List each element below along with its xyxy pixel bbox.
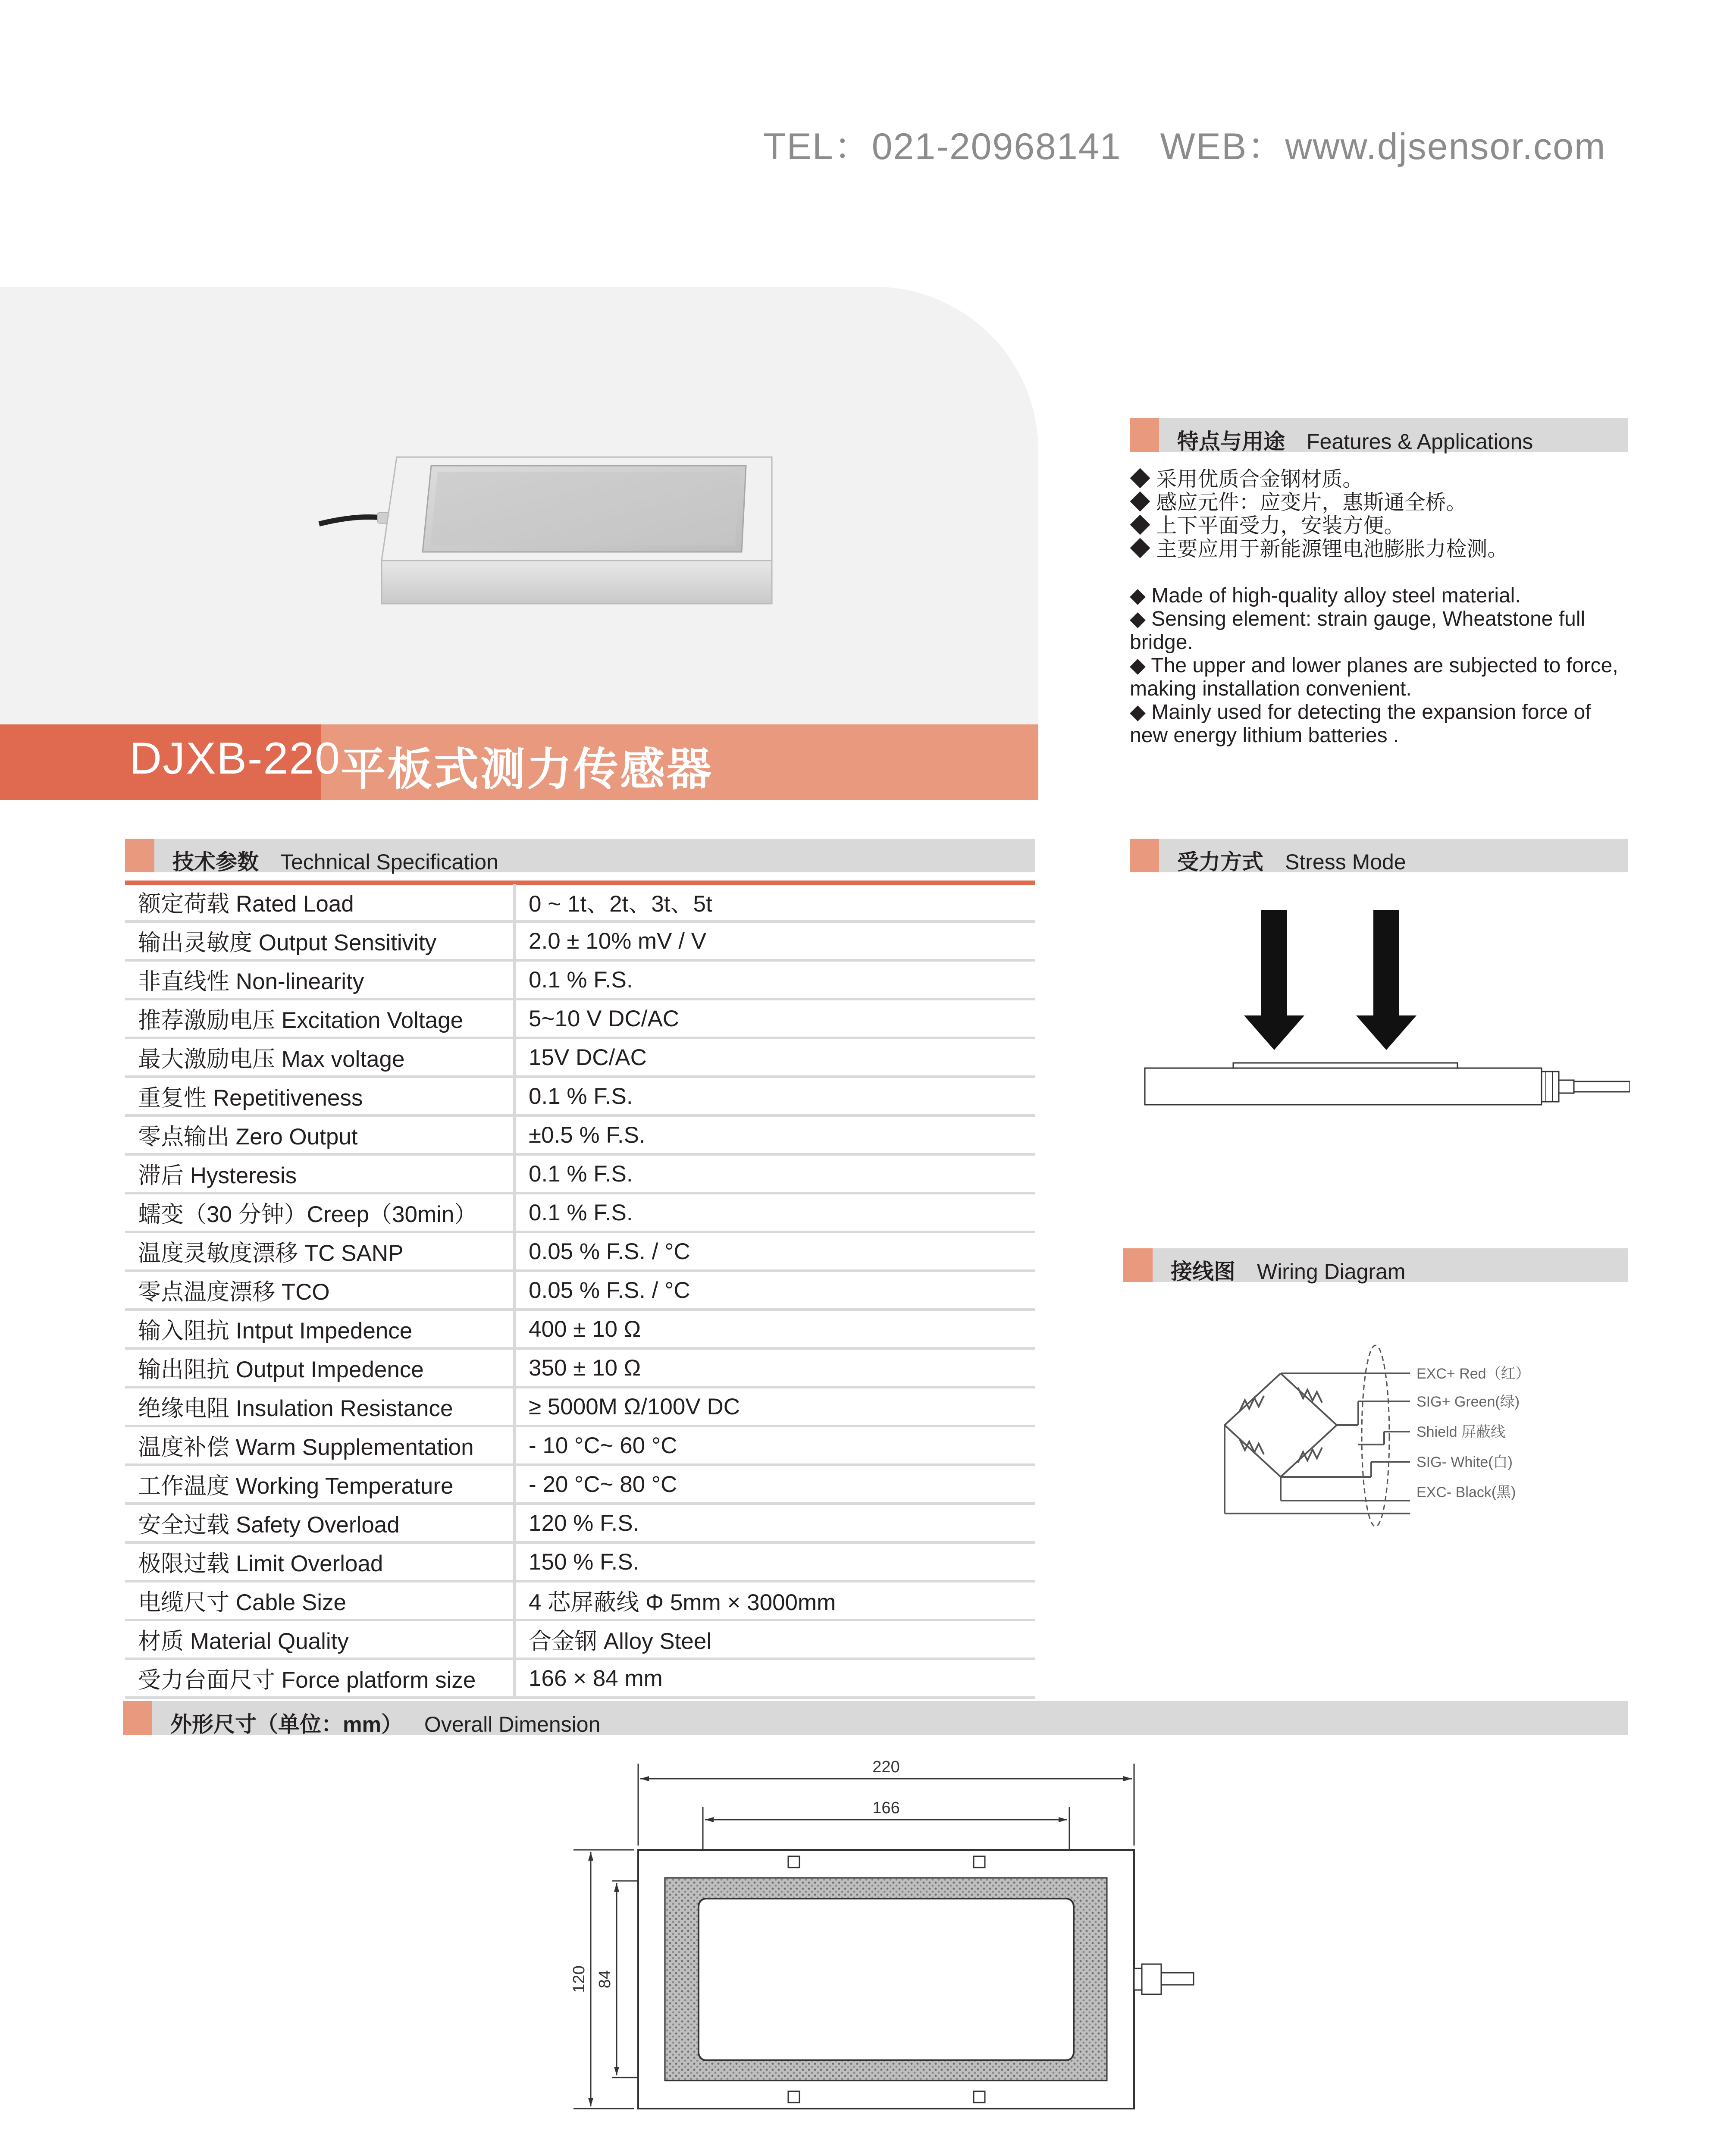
feature-cn-2: ◆ 感应元件：应变片，惠斯通全桥。 [1130,491,1467,514]
section-title-en: Technical Specification [280,850,498,874]
section-title-cn: 接线图 [1171,1260,1235,1284]
spec-row [125,960,1035,999]
spec-label: 零点输出 Zero Output [125,1116,514,1154]
spec-label: 蠕变（30 分钟）Creep（30min） [125,1193,514,1232]
spec-label: 极限过载 Limit Overload [125,1542,514,1581]
spec-row [125,1077,1035,1116]
spec-row [125,1116,1035,1154]
spec-label: 材质 Material Quality [125,1620,514,1659]
spec-value: 0.1 % F.S. [514,960,1035,999]
spec-value: 4 芯屏蔽线 Φ 5mm × 3000mm [514,1581,1035,1620]
spec-label: 最大激励电压 Max voltage [125,1038,514,1077]
section-title-en: Stress Mode [1285,850,1406,874]
feature-en-3: ◆ The upper and lower planes are subjected to force, making installation convenient. [1130,654,1618,700]
spec-value: 合金钢 Alloy Steel [514,1620,1035,1659]
spec-label: 电缆尺寸 Cable Size [125,1581,514,1620]
spec-value: 166 × 84 mm [514,1659,1035,1698]
wiring-section-header [1123,1248,1628,1282]
wire-label-exc-minus: EXC- Black(黑) [1416,1484,1516,1501]
wiring-diagram [1216,1337,1626,1535]
spec-value: 0.05 % F.S. / °C [514,1271,1035,1310]
section-title-en: Features & Applications [1307,429,1533,454]
section-title-cn: 受力方式 [1177,850,1263,874]
spec-value: ≥ 5000M Ω/100V DC [514,1387,1035,1426]
spec-value: 0.05 % F.S. / °C [514,1232,1035,1271]
spec-value: 0.1 % F.S. [514,1154,1035,1193]
spec-section-header [125,839,1035,872]
features-section-header [1130,418,1628,452]
dim-overall-width: 220 [872,1758,900,1776]
web-text: WEB：www.djsensor.com [1160,126,1606,167]
wire-label-sig-plus: SIG+ Green(绿) [1416,1394,1520,1410]
spec-label: 工作温度 Working Temperature [125,1465,514,1504]
dim-platform-height: 84 [596,1970,614,1989]
spec-row [125,921,1035,960]
dim-overall-height: 120 [570,1965,588,1993]
section-title-cn: 技术参数 [172,850,259,874]
dimension-section-header [123,1701,1628,1735]
spec-value: 15V DC/AC [514,1038,1035,1077]
spec-table [125,884,1035,1699]
spec-row [125,1271,1035,1310]
spec-row [125,999,1035,1038]
spec-label: 额定荷载 Rated Load [125,884,514,921]
spec-label: 输出阻抗 Output Impedence [125,1348,514,1387]
product-image [302,431,819,621]
feature-cn-4: ◆ 主要应用于新能源锂电池膨胀力检测。 [1130,538,1508,561]
model-name: DJXB-220 [129,733,341,783]
section-tab [123,1701,152,1735]
spec-value: ±0.5 % F.S. [514,1116,1035,1154]
spec-row [125,1310,1035,1348]
spec-row [125,1620,1035,1659]
spec-row [125,1504,1035,1542]
section-title-en: Wiring Diagram [1257,1260,1406,1284]
top-view-drawing [548,1742,1194,2139]
spec-label: 绝缘电阻 Insulation Resistance [125,1387,514,1426]
force-arrow-icon [1244,910,1304,1050]
spec-label: 重复性 Repetitiveness [125,1077,514,1116]
section-tab [1130,418,1159,452]
spec-row [125,1387,1035,1426]
section-title-cn: 特点与用途 [1177,429,1285,454]
spec-label: 安全过载 Safety Overload [125,1504,514,1542]
spec-row [125,1348,1035,1387]
feature-cn-1: ◆ 采用优质合金钢材质。 [1130,468,1363,491]
spec-label: 受力台面尺寸 Force platform size [125,1659,514,1698]
spec-row [125,1542,1035,1581]
feature-cn-3: ◆ 上下平面受力，安装方便。 [1130,514,1405,537]
dim-platform-width: 166 [872,1799,900,1817]
spec-row [125,884,1035,921]
spec-label: 推荐激励电压 Excitation Voltage [125,999,514,1038]
spec-value: 5~10 V DC/AC [514,999,1035,1038]
feature-en-1: ◆ Made of high-quality alloy steel material. [1130,584,1521,607]
stress-section-header [1130,839,1628,872]
section-tab [1130,839,1159,872]
spec-value: 150 % F.S. [514,1542,1035,1581]
spec-label: 温度灵敏度漂移 TC SANP [125,1232,514,1271]
spec-value: 0.1 % F.S. [514,1193,1035,1232]
section-tab [125,839,154,872]
product-name-cn: 平板式测力传感器 [341,745,714,795]
spec-value: 0.1 % F.S. [514,1077,1035,1116]
spec-value: - 20 °C~ 80 °C [514,1465,1035,1504]
spec-label: 输入阻抗 Intput Impedence [125,1310,514,1348]
spec-row [125,1659,1035,1698]
spec-row [125,1581,1035,1620]
spec-row [125,1426,1035,1465]
spec-value: - 10 °C~ 60 °C [514,1426,1035,1465]
spec-value: 0 ~ 1t、2t、3t、5t [514,884,1035,921]
features-list [1130,468,1628,747]
wire-label-exc-plus: EXC+ Red（红） [1416,1366,1530,1382]
spec-row [125,1193,1035,1232]
spec-label: 零点温度漂移 TCO [125,1271,514,1310]
spec-row [125,1038,1035,1077]
section-tab [1123,1248,1153,1282]
spec-row [125,1232,1035,1271]
spec-row [125,1154,1035,1193]
spec-label: 滞后 Hysteresis [125,1154,514,1193]
feature-en-2: ◆ Sensing element: strain gauge, Wheatstone full bridge. [1130,608,1586,654]
spec-value: 350 ± 10 Ω [514,1348,1035,1387]
feature-en-4: ◆ Mainly used for detecting the expansion force of new energy lithium batteries . [1130,701,1591,747]
force-arrow-icon [1356,910,1416,1050]
spec-label: 非直线性 Non-linearity [125,960,514,999]
section-title-en: Overall Dimension [424,1712,601,1736]
spec-row [125,1465,1035,1504]
spec-label: 输出灵敏度 Output Sensitivity [125,921,514,960]
stress-mode-diagram [1134,906,1630,1121]
wire-label-shield: Shield 屏蔽线 [1416,1424,1505,1440]
spec-value: 400 ± 10 Ω [514,1310,1035,1348]
tel-text: TEL：021-20968141 [763,126,1122,167]
spec-label: 温度补偿 Warm Supplementation [125,1426,514,1465]
spec-value: 2.0 ± 10% mV / V [514,921,1035,960]
spec-value: 120 % F.S. [514,1504,1035,1542]
section-title-cn: 外形尺寸（单位：mm） [170,1712,403,1736]
contact-line [763,116,1606,170]
wire-label-sig-minus: SIG- White(白) [1416,1454,1513,1470]
